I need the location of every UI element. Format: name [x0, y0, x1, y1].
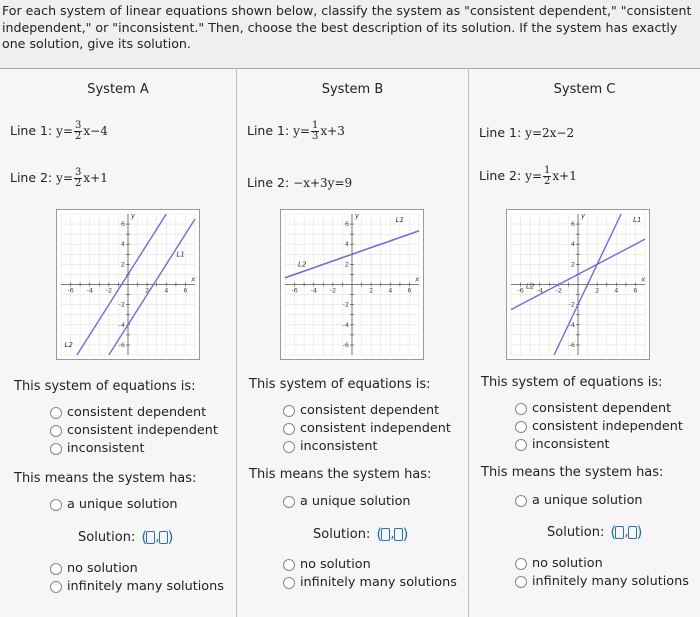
graph — [280, 209, 424, 360]
option-no-solution[interactable]: no solution — [50, 561, 138, 576]
x-axis-label: x — [415, 275, 420, 284]
option-no-solution[interactable]: no solution — [515, 556, 603, 571]
x-tick-label: -4 — [310, 286, 317, 295]
systems-table — [0, 68, 700, 617]
x-tick-label: 4 — [388, 286, 393, 295]
option-unique-solution[interactable]: a unique solution — [283, 494, 411, 509]
y-tick-label: -4 — [118, 320, 125, 329]
x-tick-label: 4 — [614, 286, 619, 295]
radio-button[interactable] — [515, 439, 527, 451]
system-b-column — [237, 69, 469, 617]
line-2-label: L2 — [525, 282, 535, 291]
ordered-pair-input[interactable]: ( , ) — [141, 528, 173, 546]
x-tick-label: 4 — [164, 286, 169, 295]
ordered-pair-input[interactable]: ( , ) — [610, 523, 642, 541]
option-consistent-independent[interactable]: consistent independent — [515, 419, 683, 434]
line2-equation: Line 2: −x+3y=9 — [247, 175, 353, 190]
classify-prompt: This system of equations is: — [249, 377, 431, 392]
system-c-column — [469, 69, 700, 617]
y-tick-label: 6 — [120, 220, 125, 229]
solution-field[interactable]: Solution: ( , ) — [313, 525, 408, 543]
line1-equation: Line 1: y=2x−2 — [479, 125, 575, 140]
x-tick-label: 6 — [633, 286, 638, 295]
radio-button[interactable] — [50, 425, 62, 437]
system-title: System B — [321, 82, 384, 97]
y-tick-label: -4 — [342, 320, 349, 329]
radio-button[interactable] — [515, 558, 527, 570]
y-tick-label: 2 — [120, 260, 125, 269]
y-axis-label: y — [131, 212, 136, 221]
option-inconsistent[interactable]: inconsistent — [515, 437, 610, 452]
radio-button[interactable] — [515, 495, 527, 507]
radio-button[interactable] — [283, 405, 295, 417]
radio-button[interactable] — [50, 499, 62, 511]
x-axis-label: x — [191, 275, 196, 284]
option-inconsistent[interactable]: inconsistent — [50, 441, 145, 456]
x-axis-label: x — [641, 275, 646, 284]
y-axis-label: y — [581, 212, 586, 221]
radio-button[interactable] — [50, 443, 62, 455]
coordinate-plane — [281, 210, 423, 359]
option-consistent-dependent[interactable]: consistent dependent — [283, 403, 439, 418]
y-axis-label: y — [355, 212, 360, 221]
x-tick-label: 6 — [183, 286, 188, 295]
y-tick-label: -6 — [118, 340, 125, 349]
graph — [506, 209, 650, 360]
line-1-label: L1 — [176, 250, 185, 259]
coordinate-plane — [57, 210, 199, 359]
y-tick-label: 4 — [344, 240, 349, 249]
x-tick-label: -6 — [67, 286, 74, 295]
x-tick-label: 2 — [369, 286, 374, 295]
y-tick-label: -4 — [568, 320, 575, 329]
x-tick-label: -6 — [291, 286, 298, 295]
y-tick-label: -6 — [568, 340, 575, 349]
means-prompt: This means the system has: — [249, 467, 432, 482]
option-no-solution[interactable]: no solution — [283, 557, 371, 572]
option-consistent-independent[interactable]: consistent independent — [50, 423, 218, 438]
line2-equation: Line 2: y= $\frac{3}{2}$ x+1 — [10, 167, 108, 189]
option-inconsistent[interactable]: inconsistent — [283, 439, 378, 454]
radio-button[interactable] — [50, 407, 62, 419]
system-a-column — [0, 69, 237, 617]
line1-equation: Line 1: y= $\frac{1}{3}$ x+3 — [247, 120, 345, 142]
option-infinitely-many[interactable]: infinitely many solutions — [515, 574, 689, 589]
radio-button[interactable] — [515, 403, 527, 415]
radio-button[interactable] — [283, 496, 295, 508]
line2-equation: Line 2: y= $\frac{1}{2}$ x+1 — [479, 165, 577, 187]
solution-field[interactable]: Solution: ( , ) — [547, 523, 642, 541]
y-tick-label: 4 — [570, 240, 575, 249]
y-tick-label: -2 — [342, 300, 349, 309]
x-tick-label: -2 — [555, 286, 563, 295]
radio-button[interactable] — [283, 559, 295, 571]
radio-button[interactable] — [50, 581, 62, 593]
y-tick-label: 4 — [120, 240, 125, 249]
line1-equation: Line 1: y= $\frac{3}{2}$ x−4 — [10, 120, 108, 142]
y-tick-label: 2 — [344, 260, 349, 269]
system-title: System C — [553, 82, 616, 97]
y-tick-label: 6 — [344, 220, 349, 229]
coordinate-plane — [507, 210, 649, 359]
x-tick-label: -4 — [536, 286, 543, 295]
classify-prompt: This system of equations is: — [481, 375, 663, 390]
x-tick-label: -4 — [86, 286, 93, 295]
radio-button[interactable] — [283, 423, 295, 435]
line-1-label: L1 — [395, 216, 405, 225]
option-infinitely-many[interactable]: infinitely many solutions — [50, 579, 224, 594]
solution-field[interactable]: Solution: ( , ) — [78, 528, 173, 546]
option-consistent-dependent[interactable]: consistent dependent — [515, 401, 671, 416]
option-infinitely-many[interactable]: infinitely many solutions — [283, 575, 457, 590]
y-tick-label: -6 — [342, 340, 349, 349]
option-consistent-independent[interactable]: consistent independent — [283, 421, 451, 436]
x-tick-label: 6 — [407, 286, 412, 295]
line-2-label: L2 — [298, 260, 307, 269]
line-2-label: L2 — [64, 340, 73, 349]
x-tick-label: -6 — [517, 286, 524, 295]
y-tick-label: 6 — [570, 220, 575, 229]
line-1-label: L1 — [633, 216, 642, 225]
means-prompt: This means the system has: — [481, 465, 664, 480]
graph — [56, 209, 200, 360]
x-tick-label: 2 — [145, 286, 150, 295]
ordered-pair-input[interactable]: ( , ) — [376, 525, 408, 543]
radio-button[interactable] — [50, 563, 62, 575]
option-consistent-dependent[interactable]: consistent dependent — [50, 405, 206, 420]
x-tick-label: -2 — [329, 286, 337, 295]
means-prompt: This means the system has: — [14, 471, 197, 486]
option-unique-solution[interactable]: a unique solution — [515, 493, 643, 508]
radio-button[interactable] — [283, 577, 295, 589]
x-tick-label: 2 — [595, 286, 600, 295]
option-unique-solution[interactable]: a unique solution — [50, 497, 178, 512]
system-title: System A — [87, 82, 149, 97]
y-tick-label: 2 — [570, 260, 575, 269]
y-tick-label: -2 — [568, 300, 575, 309]
radio-button[interactable] — [515, 576, 527, 588]
instructions: For each system of linear equations shown below, classify the system as "consistent dependent," "consistent independent," or "inconsistent." Then, choose the best description of its solution. If the system has exactly one solution, give its solution. — [2, 3, 692, 51]
x-tick-label: -2 — [105, 286, 113, 295]
radio-button[interactable] — [515, 421, 527, 433]
y-tick-label: -2 — [118, 300, 125, 309]
classify-prompt: This system of equations is: — [14, 379, 196, 394]
radio-button[interactable] — [283, 441, 295, 453]
